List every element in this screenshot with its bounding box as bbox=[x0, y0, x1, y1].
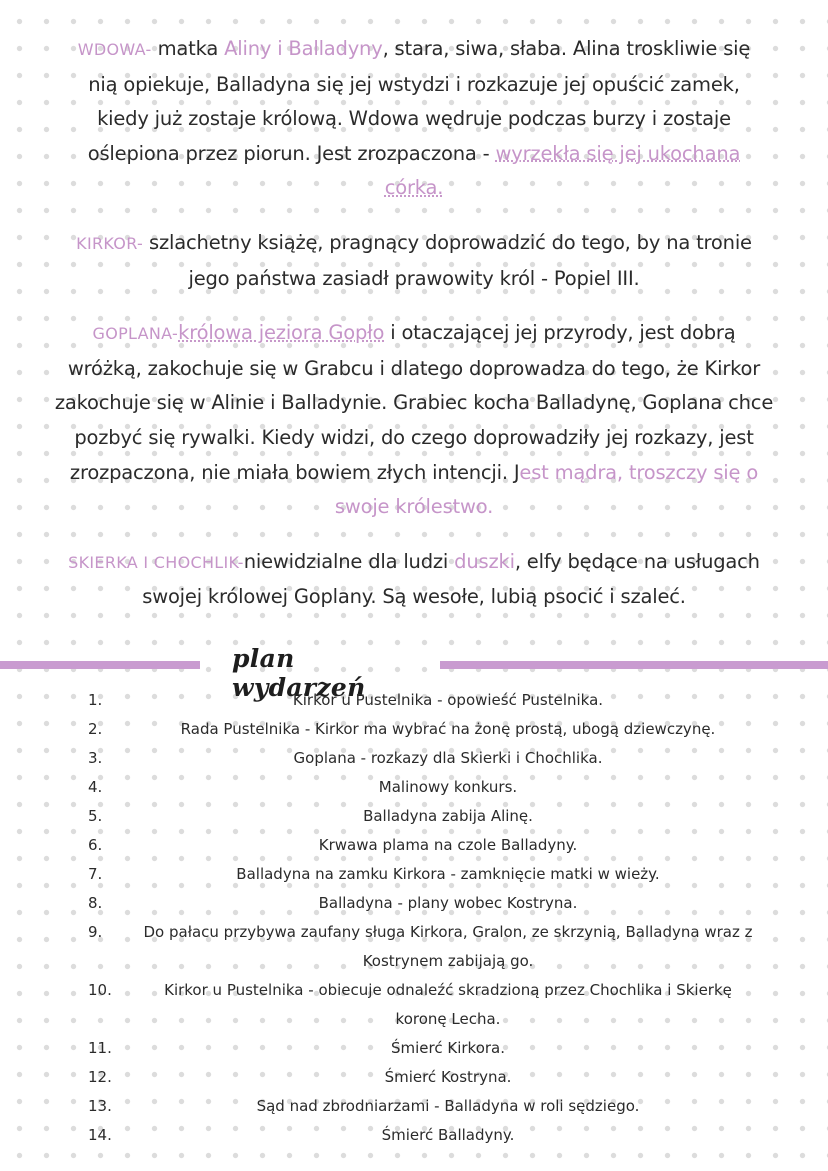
event-text: koronę Lecha. bbox=[395, 1010, 501, 1028]
event-text: Śmierć Kirkora. bbox=[390, 1039, 505, 1057]
character-goplana: GOPLANA-królowa jeziora Gopło i otaczającej jej przyrody, jest dobrą wróżką, zakochuje się w Grabcu i dlatego doprowadza do tego, że Kirkor zakochuje się w Alinie i Balladynie. Grabiec kocha Balladynę, Goplana chce pozbyć się rywalki. Kiedy widzi, do czego doprowadziły jej rozkazy, jest zrozpaczona, nie miała bowiem złych intencji. Jest mądra, troszczy się o swoje królestwo. bbox=[54, 321, 774, 519]
event-number bbox=[0, 1034, 118, 1063]
character-name: KIRKOR- bbox=[76, 233, 144, 253]
event-number-text: 3. bbox=[88, 749, 103, 767]
event-number-text: 14. bbox=[88, 1126, 112, 1144]
character-kirkor: KIRKOR- szlachetny książę, pragnący doprowadzić do tego, by na tronie jego państwa zasiadł prawowity król - Popiel III. bbox=[76, 230, 752, 290]
list-item bbox=[0, 744, 828, 773]
character-name: GOPLANA- bbox=[92, 324, 179, 344]
character-wdowa: WDOWA- matka Aliny i Balladyny, stara, siwa, słaba. Alina troskliwie się nią opiekuje, Balladyna się jej wstydzi i rozkazuje jej opuścić zamek, kiedy już zostaje królową. Wdowa wędruje podczas burzy i zostaje oślepiona przez piorun. Jest zrozpaczona - wyrzekła się jej ukochana córka. bbox=[77, 37, 751, 200]
event-number-text: 8. bbox=[88, 894, 103, 912]
event-number bbox=[0, 1092, 118, 1121]
event-number-text: 2. bbox=[88, 720, 103, 738]
character-name: WDOWA- bbox=[77, 40, 152, 59]
list-item bbox=[0, 976, 828, 1005]
section-divider-left bbox=[0, 661, 200, 669]
character-name: SKIERKA I CHOCHLIK- bbox=[68, 552, 244, 572]
list-item bbox=[0, 802, 828, 831]
character-skierka-chochlik: SKIERKA I CHOCHLIK-niewidzialne dla ludzi duszki, elfy będące na usługach swojej królowej Goplany. Są wesołe, lubią psocić i szaleć. bbox=[68, 549, 760, 609]
event-number bbox=[0, 947, 118, 976]
event-number bbox=[0, 686, 118, 715]
event-text: Śmierć Kostryna. bbox=[384, 1068, 512, 1086]
event-text: Do pałacu przybywa zaufany sługa Kirkora, Gralon, ze skrzynią, Balladyna wraz z bbox=[143, 923, 753, 941]
event-number-text: 7. bbox=[88, 865, 103, 883]
event-number-text: 11. bbox=[88, 1039, 112, 1057]
section-title: plan wydarzeń bbox=[232, 644, 366, 702]
event-number-text: 10. bbox=[88, 981, 112, 999]
list-item bbox=[0, 715, 828, 744]
event-number bbox=[0, 1121, 118, 1150]
event-text: Sąd nad zbrodniarzami - Balladyna w roli sędziego. bbox=[256, 1097, 640, 1115]
event-text: Kirkor u Pustelnika - obiecuje odnaleźć skradzioną przez Chochlika i Skierkę bbox=[164, 981, 732, 999]
event-number bbox=[0, 860, 118, 889]
list-item bbox=[0, 947, 828, 976]
event-number bbox=[0, 1063, 118, 1092]
list-item bbox=[0, 1063, 828, 1092]
event-list bbox=[0, 686, 828, 1150]
event-text: Rada Pustelnika - Kirkor ma wybrać na żonę prostą, ubogą dziewczynę. bbox=[180, 720, 716, 738]
event-number bbox=[0, 715, 118, 744]
list-item bbox=[0, 889, 828, 918]
event-number bbox=[0, 976, 118, 1005]
list-item bbox=[0, 918, 828, 947]
event-number-text: 12. bbox=[88, 1068, 112, 1086]
event-text: Malinowy konkurs. bbox=[378, 778, 518, 796]
event-number-text: 5. bbox=[88, 807, 103, 825]
list-item bbox=[0, 831, 828, 860]
event-number-text: 4. bbox=[88, 778, 103, 796]
event-text: Kirkor u Pustelnika - opowieść Pustelnika. bbox=[292, 691, 604, 709]
event-number bbox=[0, 918, 118, 947]
event-number bbox=[0, 1005, 118, 1034]
event-number bbox=[0, 802, 118, 831]
event-text: Balladyna - plany wobec Kostryna. bbox=[318, 894, 578, 912]
event-text: Śmierć Balladyny. bbox=[381, 1126, 515, 1144]
event-number-text: 1. bbox=[88, 691, 103, 709]
event-text: Kostrynem zabijają go. bbox=[362, 952, 534, 970]
list-item bbox=[0, 860, 828, 889]
event-number bbox=[0, 831, 118, 860]
list-item bbox=[0, 773, 828, 802]
list-item bbox=[0, 1034, 828, 1063]
event-number bbox=[0, 889, 118, 918]
event-text: Krwawa plama na czole Balladyny. bbox=[318, 836, 578, 854]
event-text: Balladyna na zamku Kirkora - zamknięcie matki w wieży. bbox=[236, 865, 660, 883]
list-item bbox=[0, 686, 828, 715]
section-divider-right bbox=[440, 661, 828, 669]
event-text: Balladyna zabija Alinę. bbox=[363, 807, 533, 825]
event-number bbox=[0, 773, 118, 802]
list-item bbox=[0, 1005, 828, 1034]
list-item bbox=[0, 1121, 828, 1150]
event-number-text: 13. bbox=[88, 1097, 112, 1115]
list-item bbox=[0, 1092, 828, 1121]
event-number bbox=[0, 744, 118, 773]
character-descriptions bbox=[0, 32, 828, 615]
event-number-text: 9. bbox=[88, 923, 103, 941]
event-text: Goplana - rozkazy dla Skierki i Chochlika. bbox=[293, 749, 603, 767]
event-number-text: 6. bbox=[88, 836, 103, 854]
